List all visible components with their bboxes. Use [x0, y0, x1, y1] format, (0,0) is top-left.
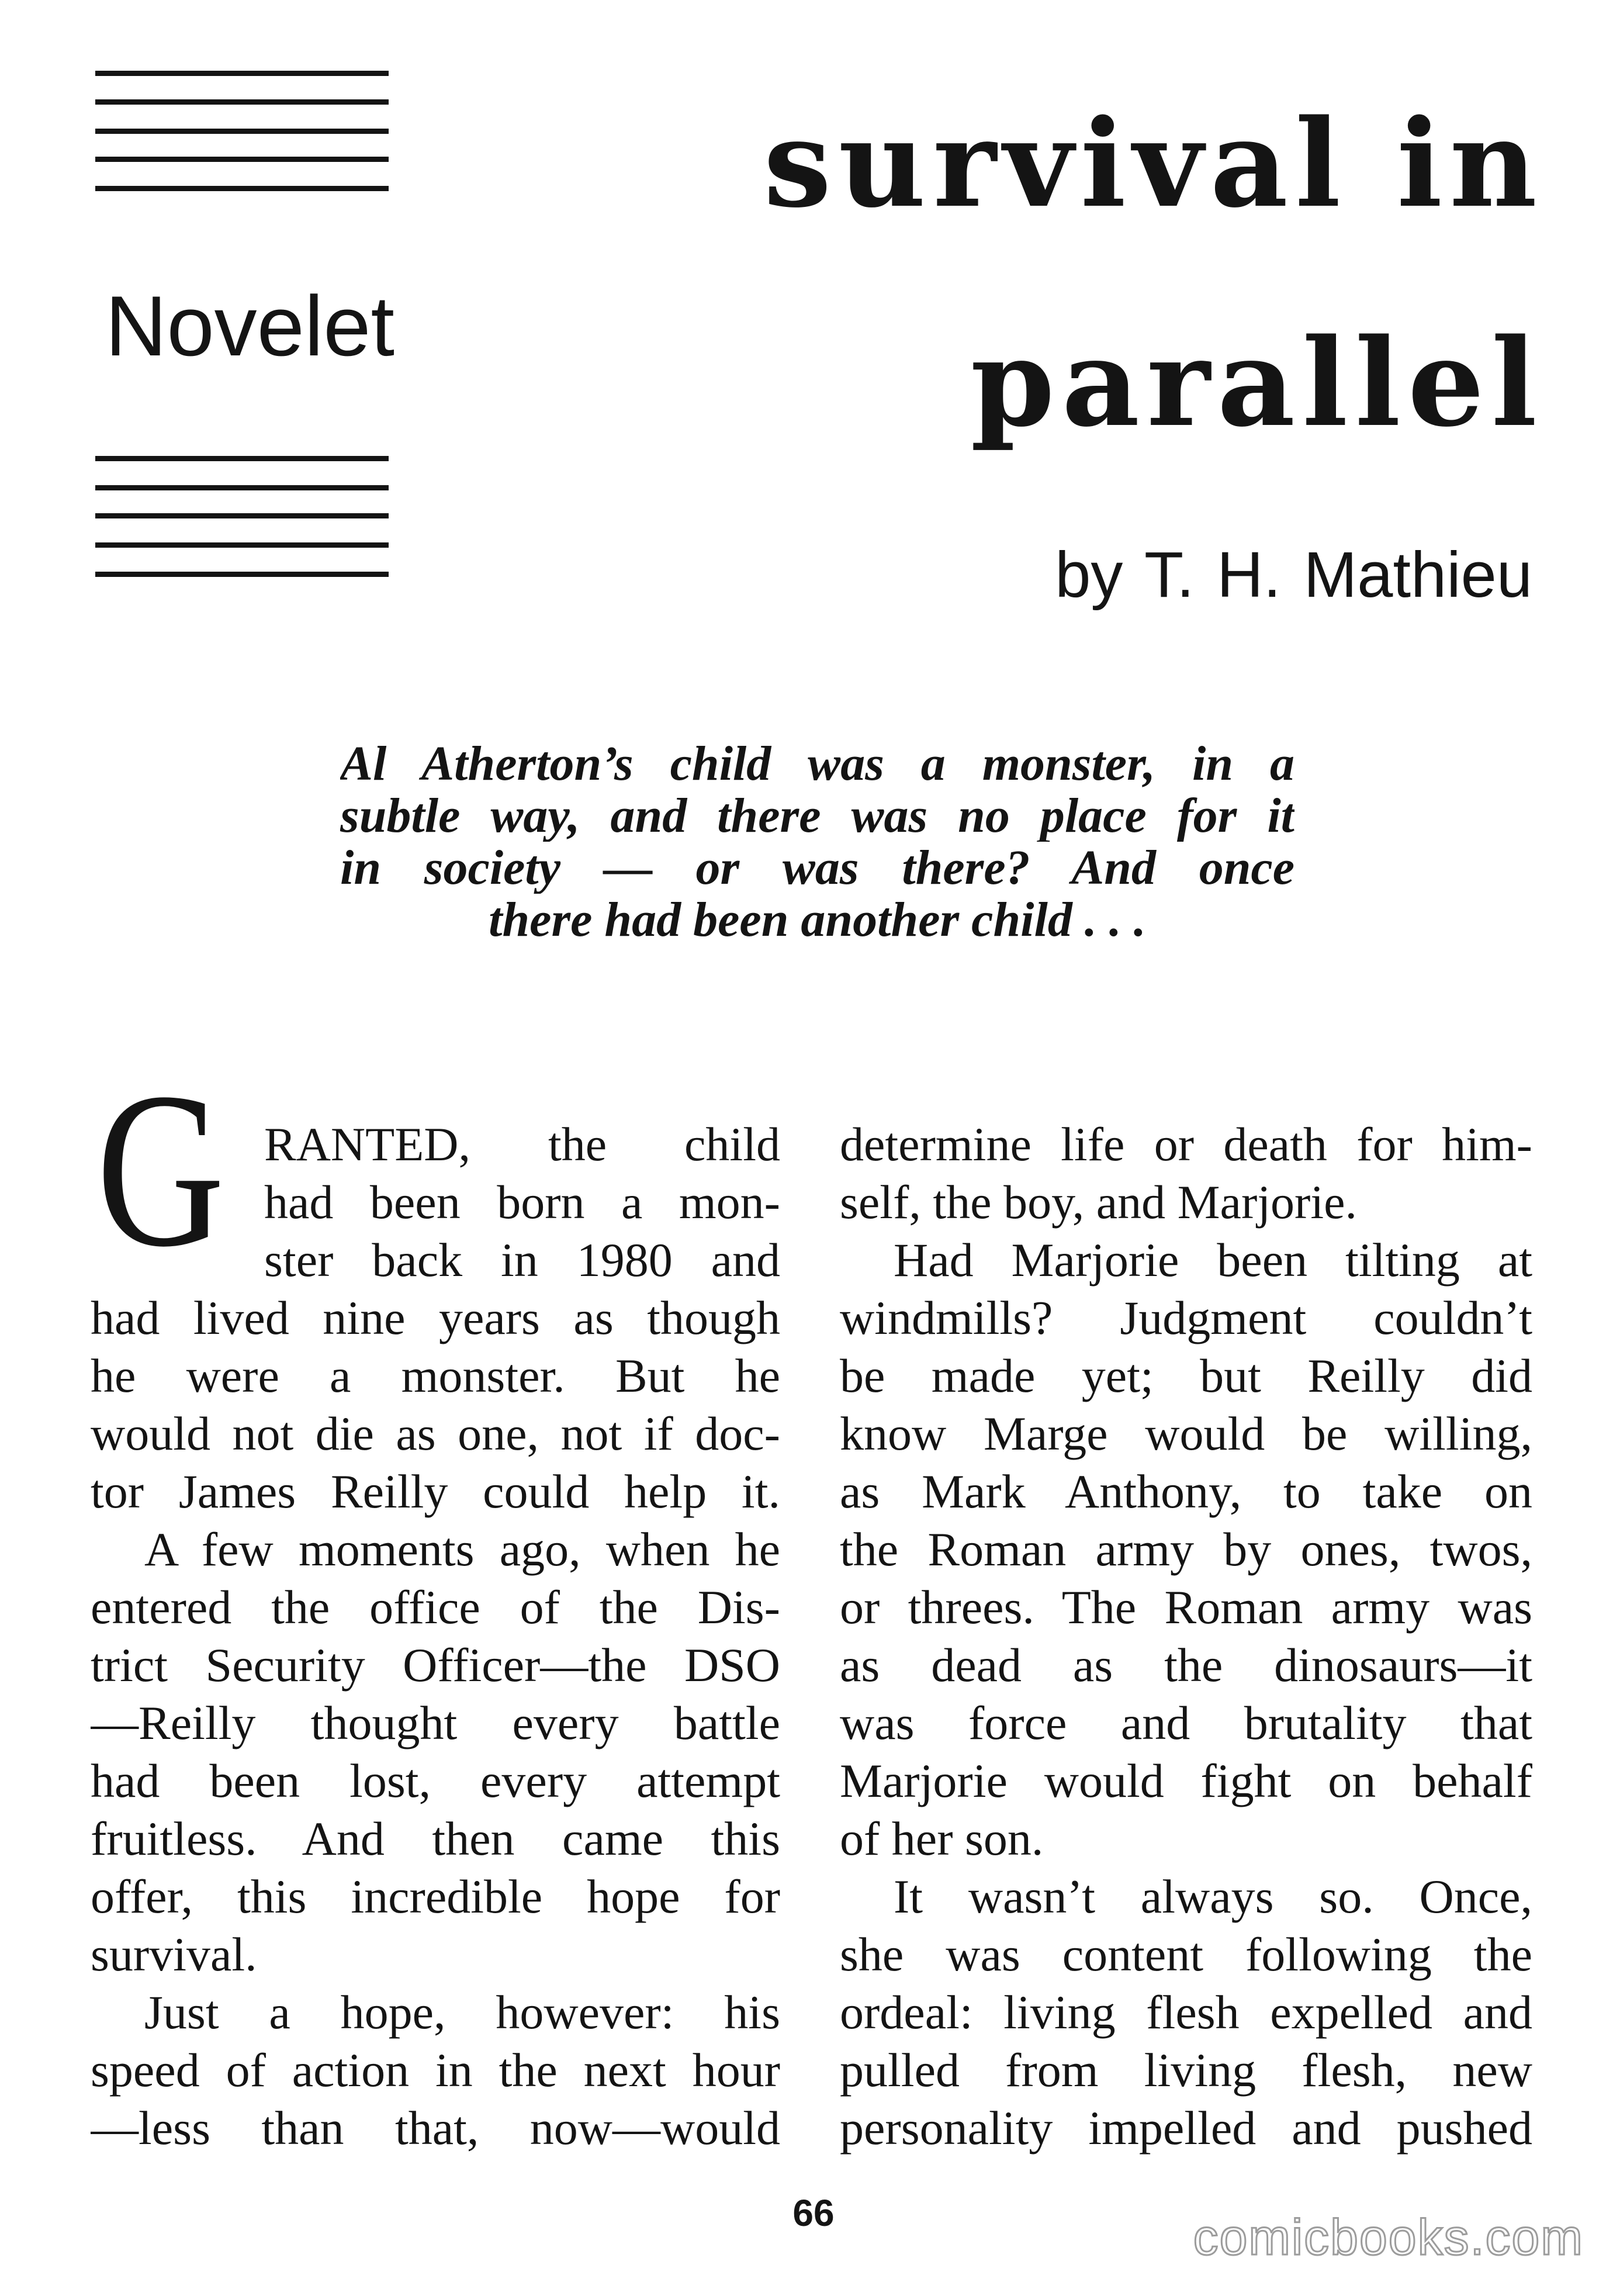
story-blurb	[340, 738, 1294, 946]
body-text-line: —Reilly thought every battle	[91, 1696, 780, 1749]
body-text-line: had been lost, every attempt	[91, 1754, 780, 1807]
body-text-line: Just a hope, however: his	[144, 1986, 780, 2039]
body-text-line: he were a monster. But he	[91, 1349, 780, 1402]
rule-line	[95, 572, 389, 577]
body-text-line: personality impelled and pushed	[840, 2101, 1532, 2155]
rule-line	[95, 513, 389, 518]
body-text-line: would not die as one, not if doc-	[91, 1407, 780, 1460]
story-blurb-line: Al Atherton’s child was a monster, in a	[340, 738, 1294, 790]
rule-line	[95, 186, 389, 191]
body-text-line: or threes. The Roman army was	[840, 1581, 1532, 1634]
watermark: comicbooks.com	[1193, 2209, 1584, 2266]
body-text-line: A few moments ago, when he	[144, 1523, 780, 1576]
body-text-line: fruitless. And then came this	[91, 1812, 780, 1865]
body-column-right	[840, 1115, 1532, 2157]
body-text-line: Marjorie would fight on behalf	[840, 1754, 1532, 1807]
body-text-line: ster back in 1980 and	[264, 1233, 780, 1287]
body-text-line: tor James Reilly could help it.	[91, 1465, 780, 1518]
rule-line	[95, 71, 389, 76]
body-text-line: know Marge would be willing,	[840, 1407, 1532, 1460]
body-text-line: determine life or death for him-	[840, 1118, 1532, 1171]
drop-cap: G	[96, 1047, 225, 1293]
body-text-line: had been born a mon-	[264, 1175, 780, 1229]
body-text-line: windmills? Judgment couldn’t	[840, 1291, 1532, 1344]
body-text-line: as Mark Anthony, to take on	[840, 1465, 1532, 1518]
body-text-line: offer, this incredible hope for	[91, 1870, 780, 1923]
rule-line	[95, 542, 389, 548]
story-blurb-line: in society — or was there? And once	[340, 842, 1294, 894]
body-text-line: had lived nine years as though	[91, 1291, 780, 1344]
rule-line	[95, 157, 389, 162]
body-text-line: she was content following the	[840, 1928, 1532, 1981]
body-text-line: pulled from living flesh, new	[840, 2043, 1532, 2097]
body-text-line: entered the office of the Dis-	[91, 1581, 780, 1634]
body-text-line: of her son.	[840, 1812, 1044, 1865]
body-text-line: was force and brutality that	[840, 1696, 1532, 1749]
story-blurb-line: there had been another child . . .	[489, 894, 1146, 946]
section-label: Novelet	[105, 278, 395, 374]
body-text-line: speed of action in the next hour	[91, 2043, 780, 2097]
rule-line	[95, 456, 389, 461]
body-text-line: trict Security Officer—the DSO	[91, 1638, 780, 1692]
body-text-line: self, the boy, and Marjorie.	[840, 1175, 1358, 1229]
body-text-line: as dead as the dinosaurs—it	[840, 1638, 1532, 1692]
body-text-line: survival.	[91, 1928, 257, 1981]
rule-line	[95, 99, 389, 105]
body-text-line: RANTED, the child	[264, 1118, 780, 1171]
byline: by T. H. Mathieu	[1055, 539, 1532, 611]
body-text-line: —less than that, now—would	[91, 2101, 780, 2155]
body-column-left	[91, 1115, 780, 2157]
rule-line	[95, 485, 389, 490]
body-text-line: be made yet; but Reilly did	[840, 1349, 1532, 1402]
rule-line	[95, 129, 389, 134]
body-text-line: ordeal: living flesh expelled and	[840, 1986, 1532, 2039]
body-text-line: the Roman army by ones, twos,	[840, 1523, 1532, 1576]
page-number: 66	[792, 2192, 835, 2234]
body-text-line: Had Marjorie been tilting at	[894, 1233, 1532, 1287]
story-title-line: parallel	[970, 312, 1544, 454]
body-text-line: It wasn’t always so. Once,	[894, 1870, 1532, 1923]
story-title-line: survival in	[763, 93, 1544, 234]
story-blurb-line: subtle way, and there was no place for it	[340, 790, 1294, 842]
